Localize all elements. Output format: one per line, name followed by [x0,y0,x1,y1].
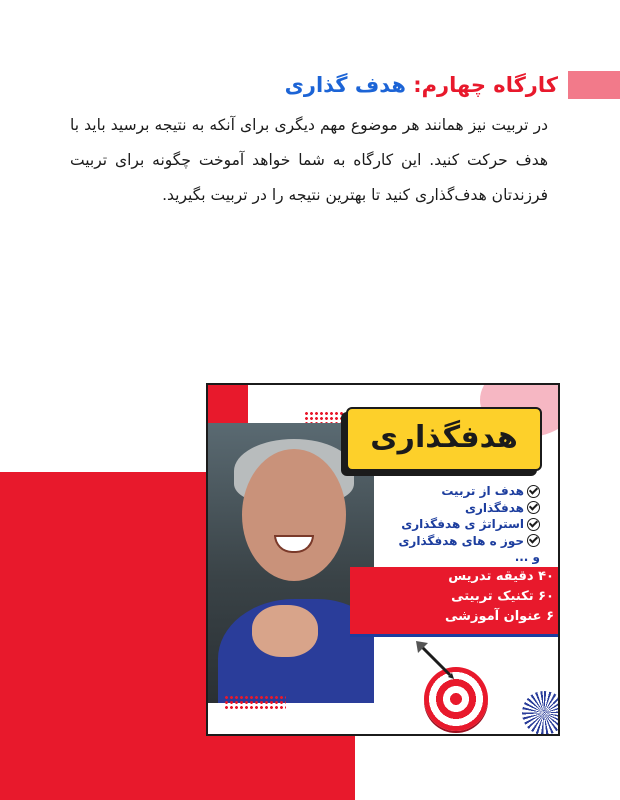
workshop-poster [206,383,560,736]
section-heading [285,68,558,102]
topic-label: حوز ه های هدفگذاری [398,533,524,548]
presenter-face [242,449,346,581]
dots-pattern-bottom [224,695,286,709]
topic-item [360,483,540,500]
stats-box [350,567,560,637]
topic-item [360,549,540,566]
burst-decoration-icon [522,691,560,735]
check-circle-icon [527,518,540,531]
stat-line: ۶ عنوان آموزشی [445,609,554,624]
topic-label: و ... [514,550,540,564]
presenter-pointing-hand [252,605,318,657]
topic-label: استراتژ ی هدفگذاری [401,517,524,531]
heading-accent-bar [568,71,620,99]
topic-label: هدفگذاری [464,500,524,515]
check-circle-icon [527,534,540,547]
topic-list [360,483,540,566]
heading-prefix: کارگاه چهارم: [413,73,558,97]
topic-item [360,516,540,533]
dart-icon [414,639,460,685]
topic-item [360,533,540,550]
description-paragraph: در تربیت نیز همانند هر موضوع مهم دیگری برای آنکه به نتیجه برسید باید با هدف حرکت کنید. این کارگاه به شما خواهد آموخت چگونه برای تربیت فرزندتان هدف‌گذاری کنید تا بهترین نتیجه را در تربیت بگیرید. [70,116,548,204]
poster-title-card: هدفگذاری [346,407,542,471]
check-circle-icon [527,501,540,514]
stat-line: ۴۰ دقیقه تدریس [448,569,554,584]
topic-item [360,500,540,517]
check-circle-icon [527,485,540,498]
heading-title: هدف گذاری [284,73,406,97]
stat-line: ۶۰ تکنیک تربیتی [451,589,554,604]
poster-red-corner [208,385,248,423]
topic-label: هدف از تربیت [441,484,524,498]
